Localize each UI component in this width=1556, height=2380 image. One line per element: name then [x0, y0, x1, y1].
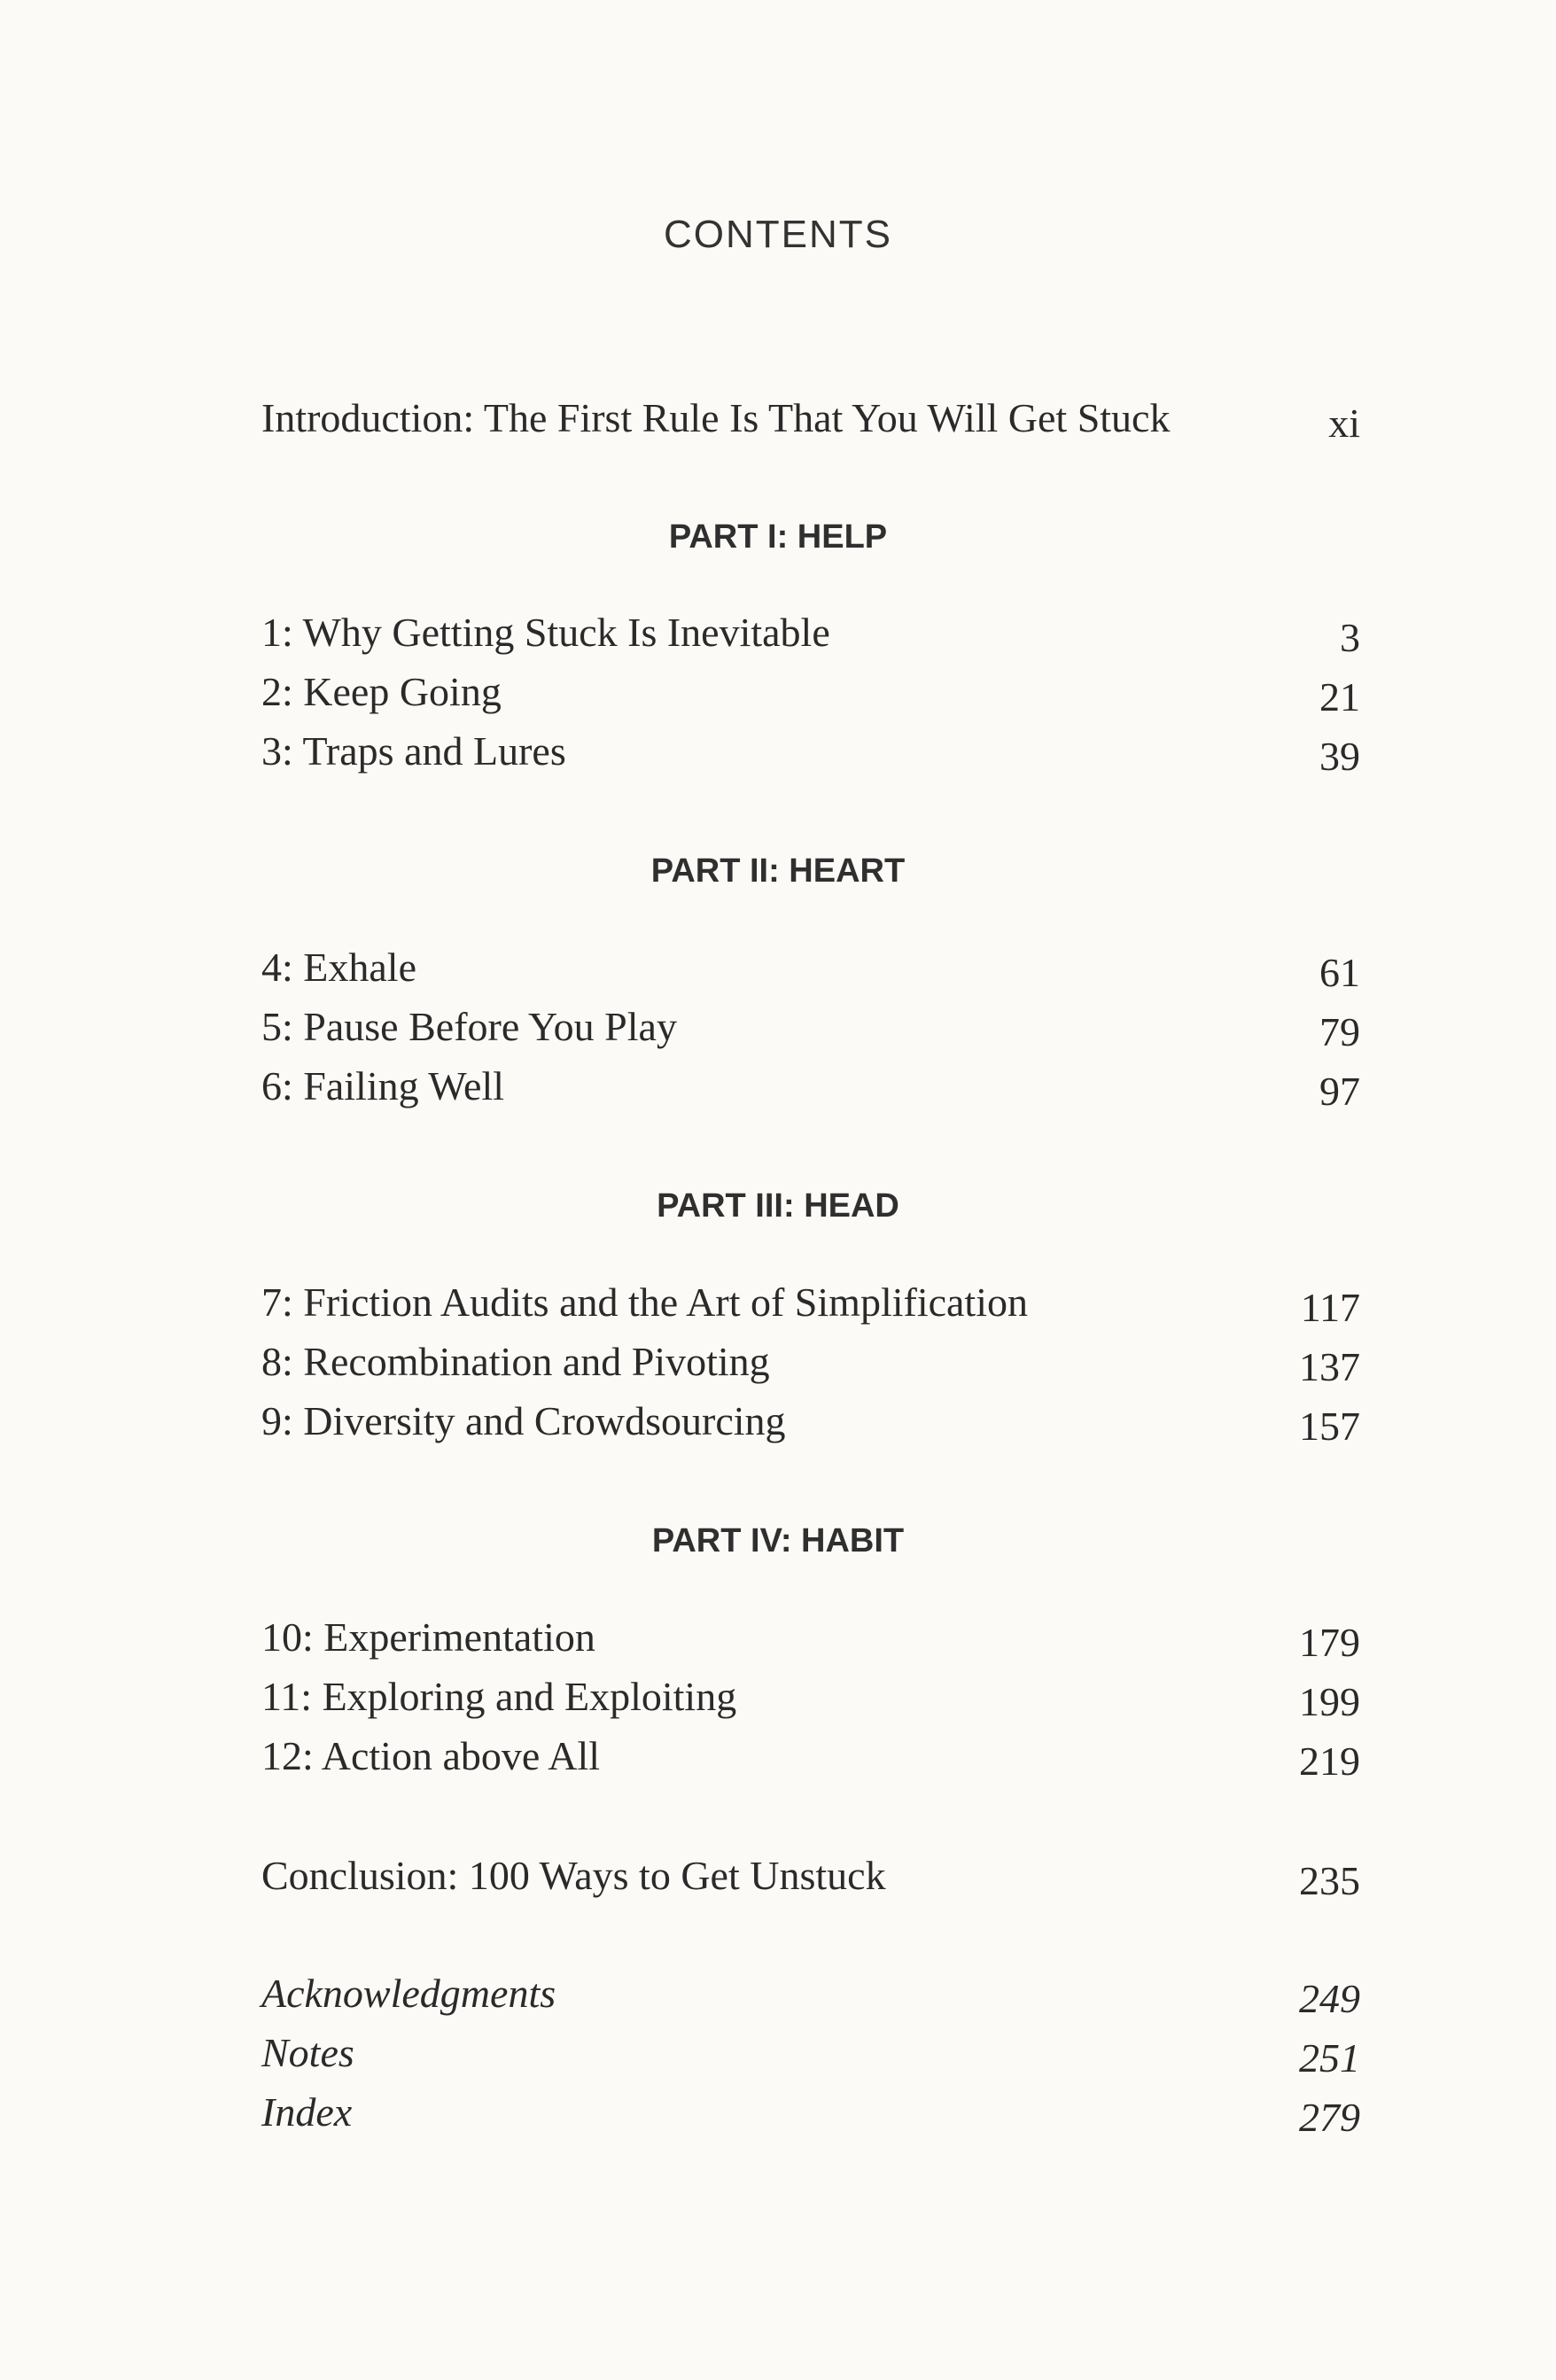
toc-entry-chapter-7[interactable] [261, 1276, 1360, 1329]
toc-entry-page: xi [1328, 401, 1360, 446]
toc-entry-page: 235 [1299, 1858, 1360, 1903]
toc-entry-introduction[interactable] [261, 392, 1360, 445]
toc-entry-page: 199 [1299, 1679, 1360, 1724]
toc-entry-page: 179 [1299, 1620, 1360, 1665]
toc-entry-page: 137 [1299, 1344, 1360, 1389]
toc-entry-chapter-9[interactable] [261, 1395, 1360, 1448]
toc-entry-page: 61 [1319, 950, 1360, 995]
toc-entry-page: 251 [1299, 2035, 1360, 2081]
page-title: CONTENTS [664, 213, 892, 256]
toc-entry-label: 2: Keep Going [261, 669, 502, 714]
toc-entry-conclusion[interactable] [261, 1849, 1360, 1902]
toc-entry-label: Conclusion: 100 Ways to Get Unstuck [261, 1853, 886, 1898]
toc-entry-page: 249 [1299, 1976, 1360, 2021]
toc-entry-page: 117 [1300, 1285, 1360, 1330]
part-heading-3: PART III: HEAD [657, 1187, 899, 1225]
toc-entry-label: Notes [261, 2030, 354, 2075]
toc-entry-label: 5: Pause Before You Play [261, 1004, 677, 1049]
toc-entry-page: 219 [1299, 1738, 1360, 1784]
toc-entry-chapter-3[interactable] [261, 725, 1360, 778]
toc-entry-chapter-11[interactable] [261, 1670, 1360, 1723]
part-heading-4: PART IV: HABIT [651, 1522, 905, 1559]
toc-entry-chapter-2[interactable] [261, 665, 1360, 719]
toc-entry-label: 3: Traps and Lures [261, 728, 566, 774]
toc-entry-acknowledgments[interactable] [261, 1967, 1360, 2020]
toc-entry-label: 12: Action above All [261, 1733, 601, 1778]
toc-entry-label: Introduction: The First Rule Is That You Will Get Stuck [261, 395, 1171, 440]
toc-entry-chapter-5[interactable] [261, 1000, 1360, 1054]
toc-entry-chapter-6[interactable] [261, 1060, 1360, 1113]
toc-entry-label: 10: Experimentation [261, 1614, 595, 1660]
toc-entry-page: 3 [1340, 615, 1360, 660]
toc-entry-notes[interactable] [261, 2026, 1360, 2080]
part-heading-2: PART II: HEART [650, 852, 906, 890]
toc-entry-chapter-12[interactable] [261, 1730, 1360, 1783]
toc-entry-page: 39 [1319, 734, 1360, 779]
toc-entry-label: 11: Exploring and Exploiting [261, 1674, 737, 1719]
toc-entry-label: 7: Friction Audits and the Art of Simplification [261, 1279, 1028, 1325]
toc-entry-label: 4: Exhale [261, 945, 416, 990]
toc-entry-page: 157 [1299, 1404, 1360, 1449]
toc-entry-chapter-1[interactable] [261, 606, 1360, 659]
toc-entry-label: 9: Diversity and Crowdsourcing [261, 1398, 786, 1443]
toc-entry-label: 8: Recombination and Pivoting [261, 1339, 770, 1384]
toc-entry-chapter-4[interactable] [261, 941, 1360, 994]
toc-entry-index[interactable] [261, 2086, 1360, 2139]
toc-entry-label: 1: Why Getting Stuck Is Inevitable [261, 610, 830, 655]
toc-entry-page: 79 [1319, 1009, 1360, 1054]
toc-entry-label: Acknowledgments [261, 1971, 556, 2016]
toc-entry-page: 279 [1299, 2095, 1360, 2140]
toc-entry-label: 6: Failing Well [261, 1063, 505, 1108]
part-heading-1: PART I: HELP [668, 518, 888, 556]
toc-entry-page: 97 [1319, 1069, 1360, 1114]
toc-entry-chapter-10[interactable] [261, 1611, 1360, 1664]
toc-entry-page: 21 [1319, 674, 1360, 719]
toc-entry-chapter-8[interactable] [261, 1335, 1360, 1388]
toc-entry-label: Index [261, 2089, 353, 2135]
